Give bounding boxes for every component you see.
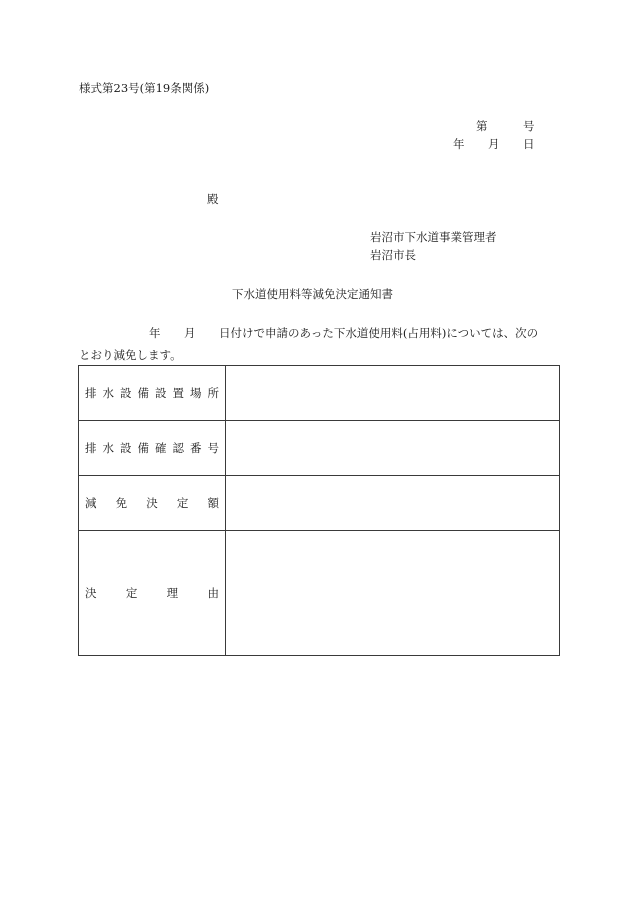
table-row-drainage-location (79, 366, 560, 421)
form-number: 様式第23号(第19条関係) (79, 81, 210, 95)
value-decision-reason[interactable] (226, 531, 560, 656)
label-char: 減 (85, 496, 97, 510)
label-char: 備 (137, 441, 149, 455)
date-day-label: 日 (523, 137, 535, 151)
label-char: 免 (115, 496, 128, 510)
label-decision-reason (79, 531, 226, 656)
value-reduction-amount[interactable] (226, 476, 560, 531)
body-month-label: 月 (184, 326, 196, 340)
label-char: 額 (207, 496, 219, 510)
document-number-suffix: 号 (523, 119, 535, 133)
label-char: 号 (207, 441, 219, 455)
label-char: 設 (120, 386, 132, 400)
table-row-drainage-confirmation-number (79, 421, 560, 476)
value-drainage-location[interactable] (226, 366, 560, 421)
label-char: 水 (102, 386, 114, 400)
body-text-line2: とおり減免します。 (79, 348, 182, 362)
label-drainage-confirmation-number (79, 421, 226, 476)
label-reduction-amount (79, 476, 226, 531)
label-char: 定 (176, 496, 189, 510)
label-char: 確 (155, 441, 167, 455)
reduction-details-table (78, 365, 560, 656)
document-title: 下水道使用料等減免決定通知書 (232, 287, 393, 301)
label-char: 設 (120, 441, 132, 455)
value-drainage-confirmation-number[interactable] (226, 421, 560, 476)
date-year-label: 年 (453, 137, 465, 151)
label-char: 置 (172, 386, 184, 400)
label-char: 理 (166, 586, 179, 600)
table-row-reduction-amount (79, 476, 560, 531)
table-row-decision-reason (79, 531, 560, 656)
label-char: 水 (102, 441, 114, 455)
label-char: 排 (85, 441, 97, 455)
addressee-honorific: 殿 (207, 192, 219, 206)
label-char: 備 (137, 386, 149, 400)
body-year-label: 年 (149, 326, 161, 340)
date-month-label: 月 (488, 137, 500, 151)
issuer-title: 岩沼市下水道事業管理者 (370, 230, 497, 244)
label-char: 由 (207, 586, 219, 600)
label-char: 定 (125, 586, 138, 600)
document-number-prefix: 第 (476, 119, 488, 133)
label-char: 設 (155, 386, 167, 400)
label-char: 場 (190, 386, 202, 400)
label-char: 排 (85, 386, 97, 400)
body-text-line1: 日付けで申請のあった下水道使用料(占用料)については、次の (219, 326, 539, 340)
label-char: 所 (207, 386, 219, 400)
label-char: 認 (172, 441, 184, 455)
label-char: 番 (190, 441, 202, 455)
label-char: 決 (85, 586, 97, 600)
label-char: 決 (146, 496, 158, 510)
issuer-name: 岩沼市長 (370, 248, 416, 262)
label-drainage-location (79, 366, 226, 421)
